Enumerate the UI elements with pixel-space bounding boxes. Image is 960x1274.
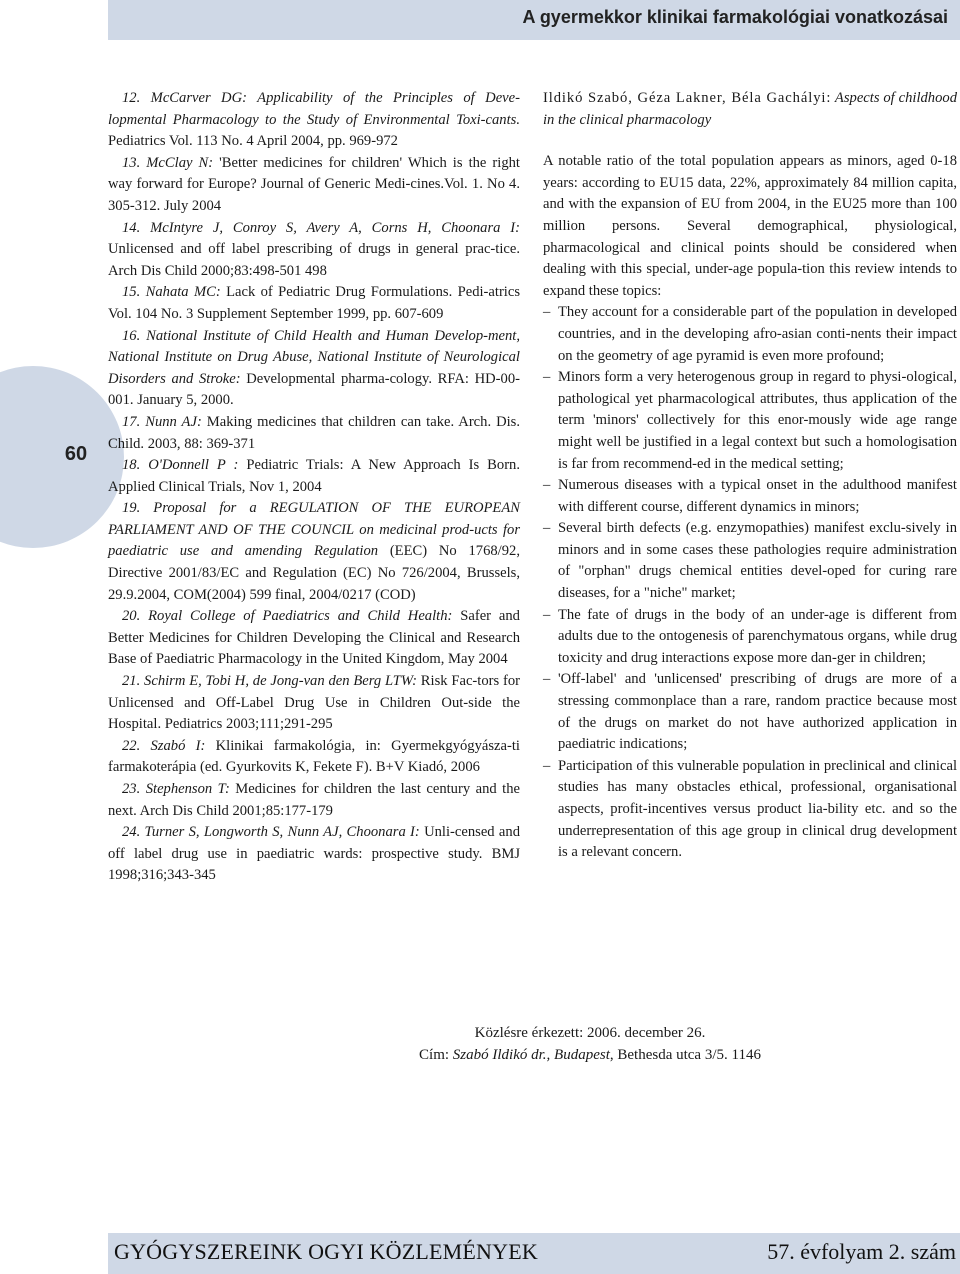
summary-bullet [543,475,957,518]
summary-bullet [543,605,957,670]
reference-authors: 13. McClay N: [122,154,214,171]
dash-marker: – [543,520,551,537]
bullet-text: They account for a considerable part of the population in developed countries, and in the developing afro-asian conti-nents their impact on the geometry of age pyramid is even more profound; [558,304,957,364]
reference-details: Risk Fac-tors for Unlicensed and Off-Label Drug Use in Children Out-side the Hospital. Pediatrics 2003;111;291-295 [108,673,520,733]
reference-details: Unli-censed and off label drug use in paediatric wards: prospective study. BMJ 1998;316;343-345 [108,824,520,884]
bullet-text: Minors form a very heterogenous group in regard to physi-ological, pathological yet pharmacological attributes, thus application of the term 'minors' collectively for this enor-mously wide age range might well be justified in a legal context but such a homologisation is far from recommend-ed in the medical setting; [558,369,957,472]
reference-item [108,412,520,455]
reference-item [108,88,520,153]
summary-heading [543,88,957,131]
bullet-text: Several birth defects (e.g. enzymopathies) manifest exclu-sively in minors and in some cases these pathologies require administration of "orphan" drugs chemical entities devel-oped for curing rare diseases, for a "niche" market; [558,520,957,602]
reference-authors: 12. McCarver DG: Applicability of the Principles of Deve-lopmental Pharmacology to the Study of Environmental Toxi-cants. [108,90,520,128]
dash-marker: – [543,671,551,688]
reference-item [108,326,520,412]
reference-details: Pediatric Trials: A New Approach Is Born. Applied Clinical Trials, Nov 1, 2004 [108,457,521,495]
summary-bullet [543,756,957,864]
reference-item [108,153,520,218]
reference-details: Developmental pharma-cology. RFA: HD-00-001. January 5, 2000. [108,370,520,409]
reference-details: Klinikai farmakológia, in: Gyermekgyógyásza-ti farmakoterápia (ed. Gyurkovits K, Fekete F). B+V Kiadó, 2006 [108,737,520,776]
reference-details: Lack of Pediatric Drug Formulations. Pedi-atrics Vol. 104 No. 3 Supplement September 1999, pp. 607-609 [108,284,521,322]
reference-details: Medicines for children the last century and the next. Arch Dis Child 2001;85:177-179 [108,781,520,819]
summary-bullet [543,302,957,367]
summary-column [543,88,957,864]
submission-note [260,1022,920,1066]
address-rest: , Bethesda utca 3/5. 1146 [609,1047,761,1063]
dash-marker: – [543,477,551,494]
dash-marker: – [543,757,551,774]
reference-authors: 16. National Institute of Child Health and Human Develop-ment, National Institute on Drug Abuse, National Institute of Neurological Disorders and Stroke: [108,327,520,387]
page-number: 60 [64,443,88,465]
reference-authors: 19. Proposal for a REGULATION OF THE EUROPEAN PARLIAMENT AND OF THE COUNCIL on medicinal prod-ucts for paediatric use and amending Regulation [108,500,520,560]
reference-details: Unlicensed and off label prescribing of drugs in general prac-tice. Arch Dis Child 2000;83:498-501 498 [108,241,520,279]
reference-details: Safer and Better Medicines for Children Developing the Clinical and Research Base of Paediatric Pharmacology in the United Kingdom, May 2004 [108,608,520,668]
footer-bar [108,1233,960,1274]
address-name: Szabó Ildikó dr., Budapest [452,1047,610,1063]
reference-details: 'Better medicines for children' Which is the right way forward for Europe? Journal of Generic Medi-cines.Vol. 1. No 4. 305-312. July 2004 [108,154,520,214]
reference-item [108,282,520,325]
reference-authors: 23. Stephenson T: [122,781,230,797]
dash-marker: – [543,369,551,386]
reference-item [108,606,520,671]
reference-item [108,455,520,498]
reference-item [108,671,520,736]
bullet-text: 'Off-label' and 'unlicensed' prescribing of drugs are more of a stressing commonplace than a rare, random practice because most of the drugs on market do not have authorized application in paediatric indications; [558,671,957,753]
reference-authors: 22. Szabó I: [122,737,206,754]
references-column [108,88,520,887]
reference-authors: 14. McIntyre J, Conroy S, Avery A, Corns H, Choonara I: [122,219,520,236]
journal-name: GYÓGYSZEREINK OGYI KÖZLEMÉNYEK [114,1239,538,1264]
reference-item [108,498,520,606]
running-title: A gyermekkor klinikai farmakológiai vonatkozásai [522,7,948,27]
reference-item [108,218,520,283]
issue-info: 57. évfolyam 2. szám [767,1239,956,1264]
bullet-text: Participation of this vulnerable population in preclinical and clinical studies has many obstacles ethical, professional, organisational aspects, profit-incentives versus product lia-bility etc. and so the underrepresentation of this age group in clinical drug development is a relevant concern. [558,757,957,861]
summary-bullet-list [543,302,957,863]
reference-item [108,736,520,779]
summary-bullet [543,518,957,604]
reference-item [108,822,520,887]
reference-authors: 20. Royal College of Paediatrics and Child Health: [122,608,453,625]
reference-authors: 21. Schirm E, Tobi H, de Jong-van den Berg LTW: [122,673,417,690]
reference-details: (EEC) No 1768/92, Directive 2001/83/EC and Regulation (EC) No 726/2004, Brussels, 29.9.2004, COM(2004) 599 final, 2004/0217 (COD) [108,543,520,603]
reference-item [108,779,520,822]
summary-intro: A notable ratio of the total population appears as minors, aged 0-18 years: according to EU15 data, 22%, approximately 84 million capita, and with the expansion of EU from 2004, in the EU25 more than 100 million persons. Several demographical, physiological, pharmacological and clinical points should be considered when dealing with this special, under-age popula-tion this review intends to expand these topics: [543,153,957,299]
bullet-text: The fate of drugs in the body of an under-age is different from adults due to the ontogenesis of parenchymatous organs, while drug toxicity and drug interactions expose more dan-ger in children; [558,606,957,666]
bullet-text: Numerous diseases with a typical onset in the adulthood manifest with different course, different dynamics in minors; [558,477,957,515]
reference-details: Pediatrics Vol. 113 No. 4 April 2004, pp. 969-972 [108,133,398,150]
header-bar [108,0,960,40]
dash-marker: – [543,304,551,321]
reference-authors: 18. O'Donnell P : [122,457,239,474]
summary-title: Aspects of childhood in the clinical pharmacology [543,90,957,128]
reference-authors: 24. Turner S, Longworth S, Nunn AJ, Choonara I: [122,824,420,841]
summary-bullet [543,367,957,475]
summary-authors: Ildikó Szabó, Géza Lakner, Béla Gachályi: [543,90,832,106]
correspondence-address [260,1044,920,1066]
reference-details: Making medicines that children can take. Arch. Dis. Child. 2003, 88: 369-371 [108,413,520,452]
dash-marker: – [543,606,551,623]
received-date: Közlésre érkezett: 2006. december 26. [474,1025,706,1041]
address-label: Cím: [419,1047,453,1063]
reference-authors: 17. Nunn AJ: [122,413,202,430]
reference-authors: 15. Nahata MC: [122,284,221,301]
summary-bullet [543,669,957,755]
